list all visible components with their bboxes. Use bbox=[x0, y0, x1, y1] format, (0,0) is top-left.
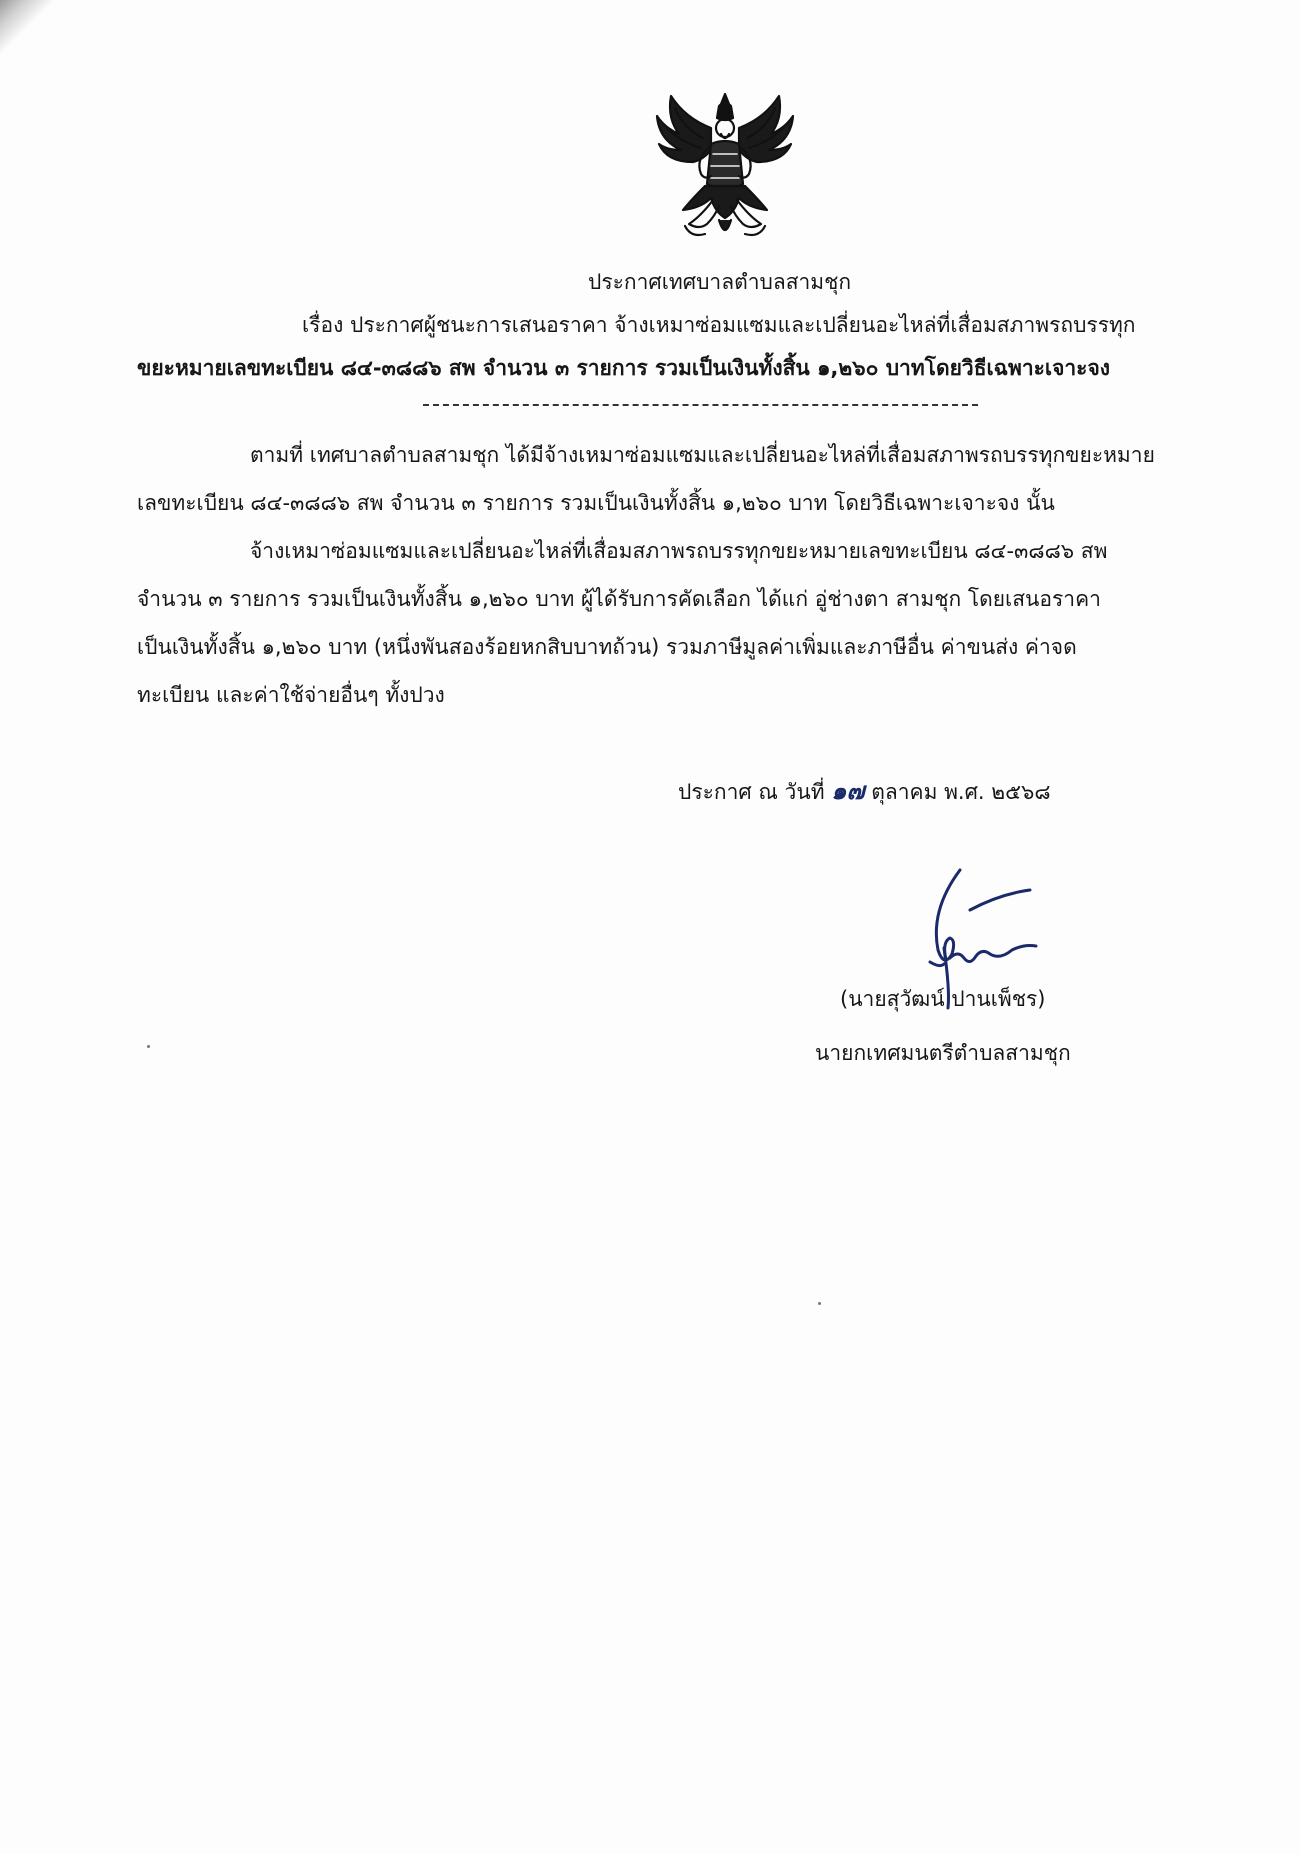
signer-name: (นายสุวัฒน์ ปานเพ็ชร) bbox=[840, 987, 1046, 1011]
subject-line-2: ขยะหมายเลขทะเบียน ๘๔-๓๘๘๖ สพ จำนวน ๓ รายการ รวมเป็นเงินทั้งสิ้น ๑,๒๖๐ บาทโดยวิธีเฉพาะเจาะจง bbox=[137, 356, 1111, 380]
date-month-year: ตุลาคม พ.ศ. ๒๕๖๘ bbox=[871, 780, 1051, 804]
scan-speck bbox=[818, 1302, 821, 1305]
subject-text-1: ประกาศผู้ชนะการเสนอราคา จ้างเหมาซ่อมแซมและเปลี่ยนอะไหล่ที่เสื่อมสภาพรถบรรทุก bbox=[350, 313, 1136, 337]
date-day: ๑๗ bbox=[831, 776, 865, 805]
paragraph-1-line-1: ตามที่ เทศบาลตำบลสามชุก ได้มีจ้างเหมาซ่อมแซมและเปลี่ยนอะไหล่ที่เสื่อมสภาพรถบรรทุกขยะหมาย bbox=[250, 443, 1155, 467]
subject-line-1 bbox=[302, 309, 1136, 341]
paragraph-2-line-2: จำนวน ๓ รายการ รวมเป็นเงินทั้งสิ้น ๑,๒๖๐ บาท ผู้ได้รับการคัดเลือก ได้แก่ อู่ช่างตา สามชุก โดยเสนอราคา bbox=[137, 587, 1101, 611]
date-prefix: ประกาศ ณ วันที่ bbox=[678, 780, 825, 804]
subject-keyword: เรื่อง bbox=[302, 313, 344, 337]
paragraph-2-line-4: ทะเบียน และค่าใช้จ่ายอื่นๆ ทั้งปวง bbox=[137, 683, 445, 707]
paragraph-1-line-2: เลขทะเบียน ๘๔-๓๘๘๖ สพ จำนวน ๓ รายการ รวมเป็นเงินทั้งสิ้น ๑,๒๖๐ บาท โดยวิธีเฉพาะเจาะจง นั้น bbox=[137, 491, 1055, 515]
announcement-date bbox=[678, 775, 1051, 808]
signer-position: นายกเทศมนตรีตำบลสามชุก bbox=[815, 1041, 1071, 1065]
scan-corner-shadow bbox=[0, 0, 60, 80]
scan-speck bbox=[147, 1045, 150, 1048]
announcement-title: ประกาศเทศบาลตำบลสามชุก bbox=[588, 270, 852, 294]
paragraph-2-line-1: จ้างเหมาซ่อมแซมและเปลี่ยนอะไหล่ที่เสื่อมสภาพรถบรรทุกขยะหมายเลขทะเบียน ๘๔-๓๘๘๖ สพ bbox=[250, 539, 1108, 563]
paragraph-2-line-3: เป็นเงินทั้งสิ้น ๑,๒๖๐ บาท (หนึ่งพันสองร้อยหกสิบบาทถ้วน) รวมภาษีมูลค่าเพิ่มและภาษีอื่น ค่าขนส่ง ค่าจด bbox=[137, 635, 1077, 659]
garuda-emblem-icon bbox=[645, 88, 805, 246]
dashed-divider bbox=[423, 404, 978, 406]
